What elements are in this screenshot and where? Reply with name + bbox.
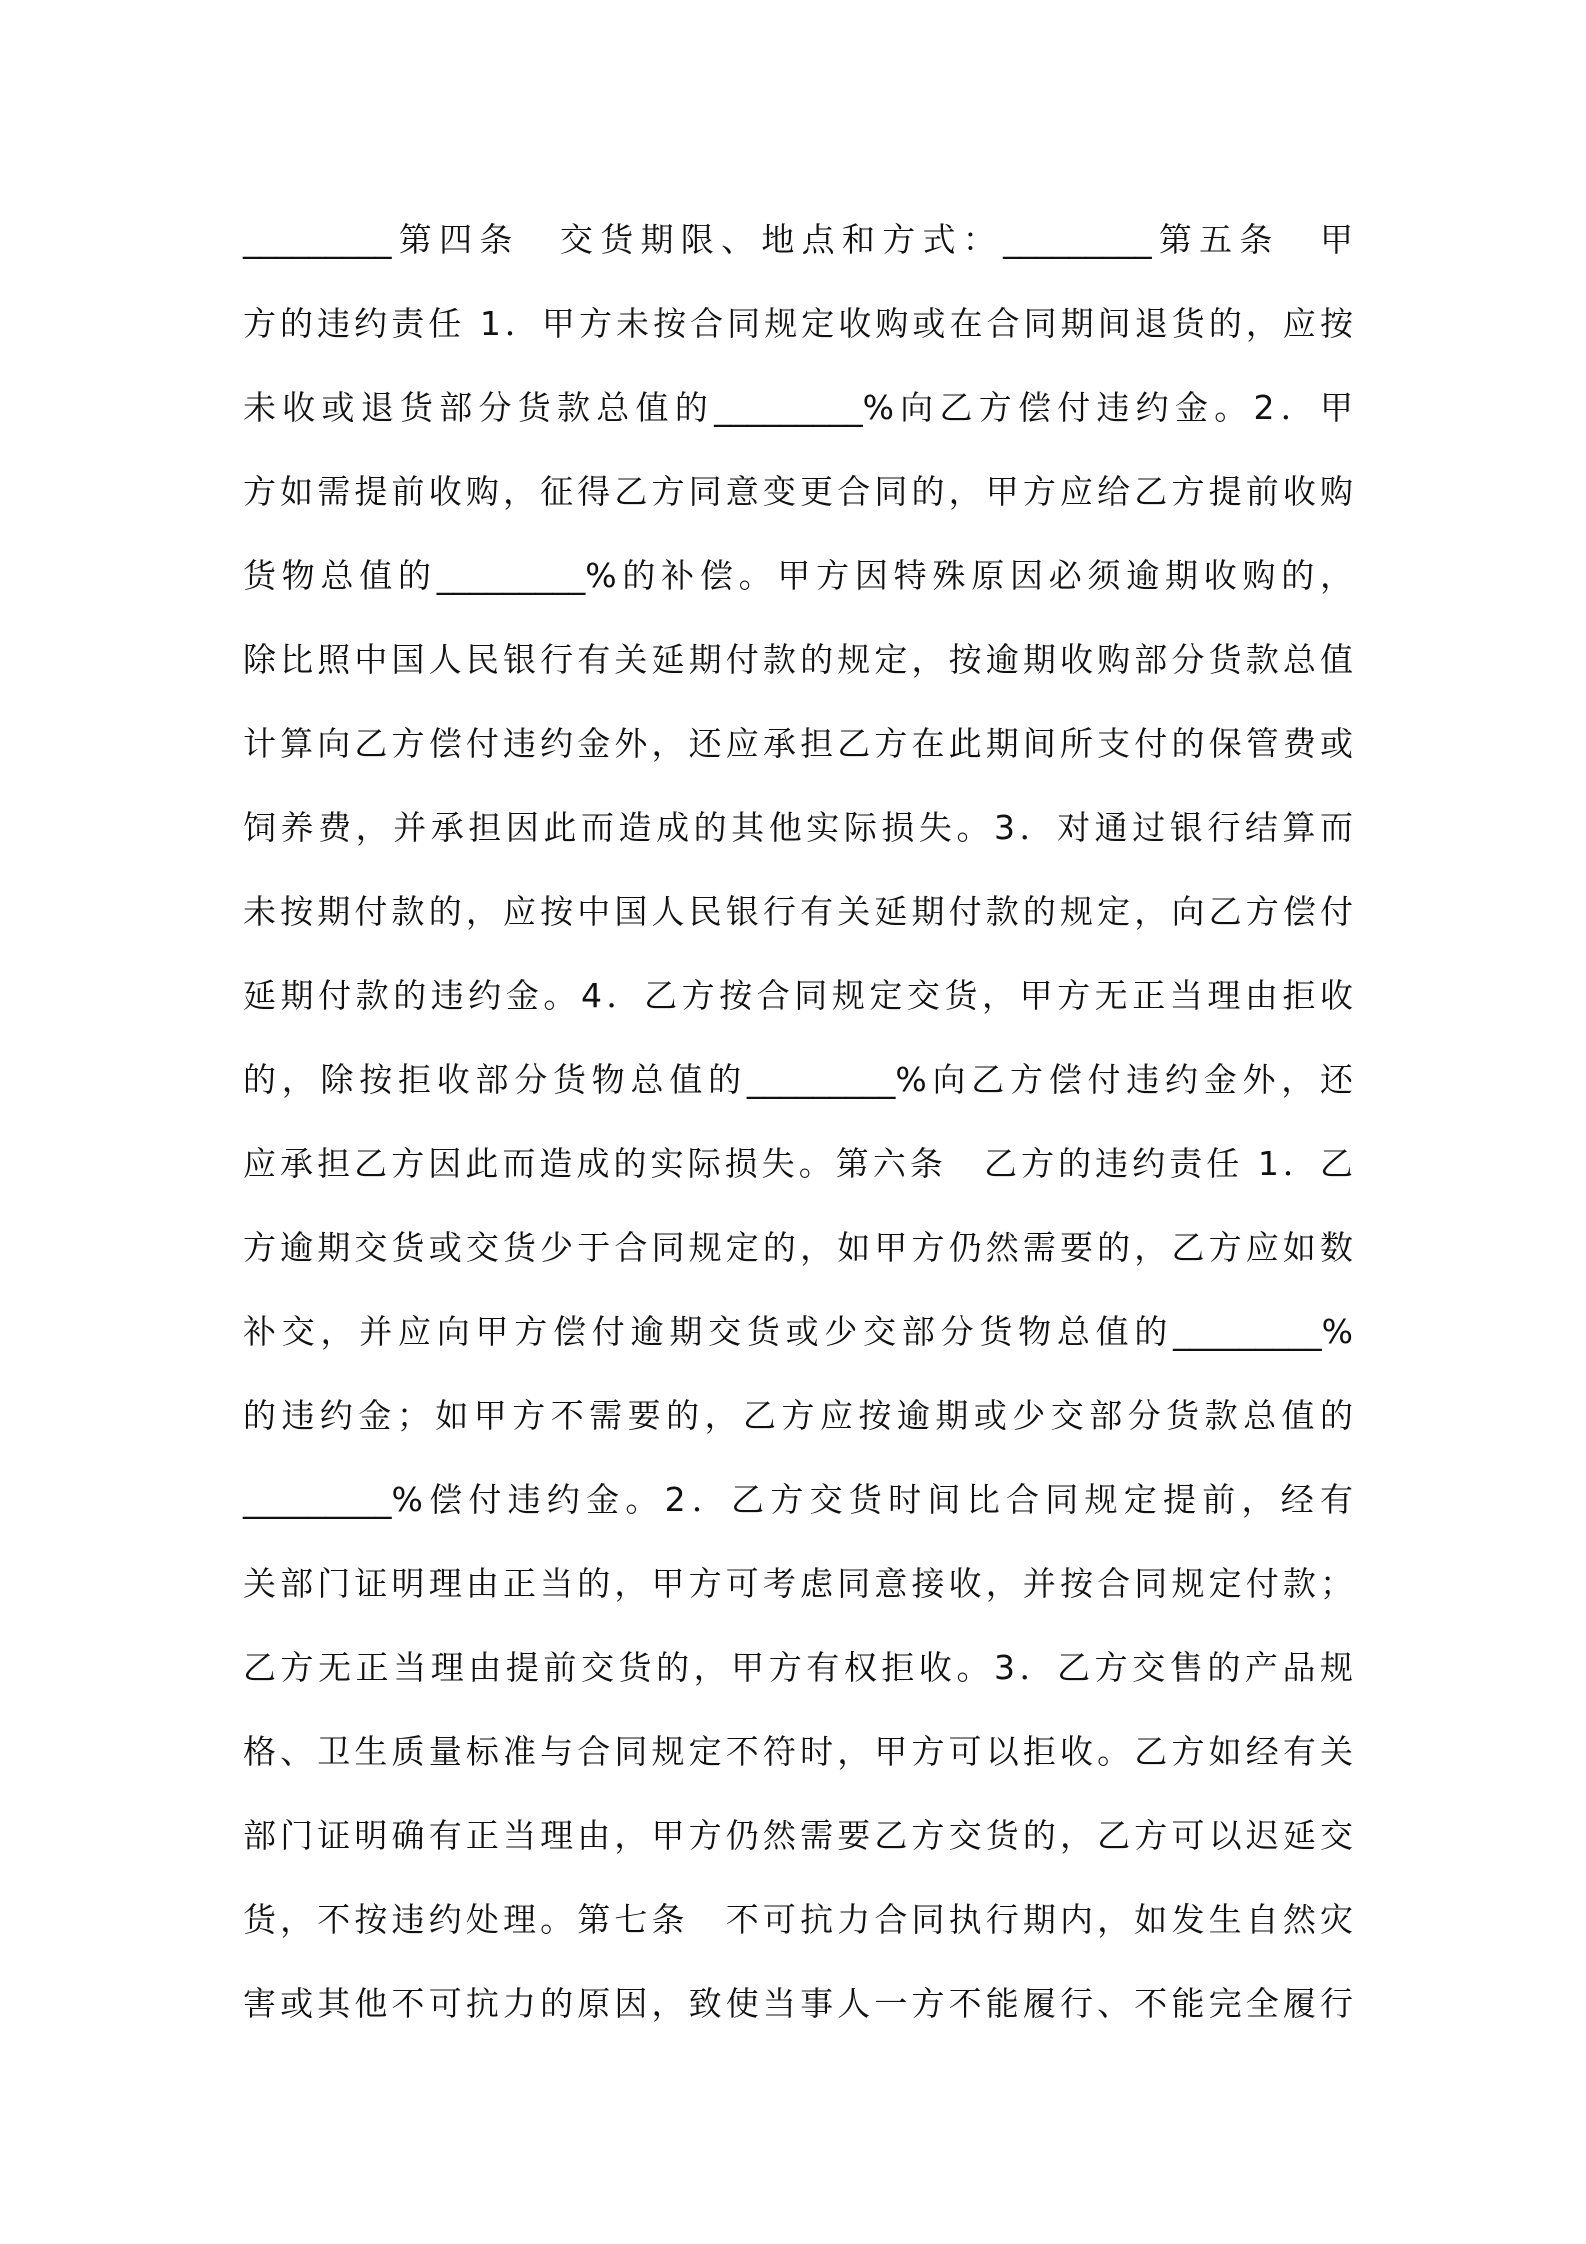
text-line: 除比照中国人民银行有关延期付款的规定，按逾期收购部分货款总值 — [243, 640, 1353, 679]
text-line: 未按期付款的，应按中国人民银行有关延期付款的规定，向乙方偿付 — [243, 892, 1353, 931]
text-line: 的，除按拒收部分货物总值的_________%向乙方偿付违约金外，还 — [243, 1060, 1353, 1099]
text-line: 格、卫生质量标准与合同规定不符时，甲方可以拒收。乙方如经有关 — [243, 1732, 1353, 1771]
text-line: 的违约金；如甲方不需要的，乙方应按逾期或少交部分货款总值的 — [243, 1396, 1353, 1435]
text-line: 方的违约责任 1．甲方未按合同规定收购或在合同期间退货的，应按 — [243, 304, 1353, 343]
text-line: _________第四条 交货期限、地点和方式：_________第五条 甲 — [243, 220, 1353, 259]
contract-text — [243, 198, 1353, 2046]
text-line: 乙方无正当理由提前交货的，甲方有权拒收。3．乙方交售的产品规 — [243, 1648, 1353, 1687]
text-line: _________%偿付违约金。2．乙方交货时间比合同规定提前，经有 — [243, 1480, 1353, 1519]
text-line: 延期付款的违约金。4．乙方按合同规定交货，甲方无正当理由拒收 — [243, 976, 1353, 1015]
text-line: 货，不按违约处理。第七条 不可抗力合同执行期内，如发生自然灾 — [243, 1900, 1353, 1939]
text-line: 补交，并应向甲方偿付逾期交货或少交部分货物总值的_________% — [243, 1312, 1353, 1351]
text-line: 部门证明确有正当理由，甲方仍然需要乙方交货的，乙方可以迟延交 — [243, 1816, 1353, 1855]
text-line: 应承担乙方因此而造成的实际损失。第六条 乙方的违约责任 1．乙 — [243, 1144, 1353, 1183]
text-line: 方如需提前收购，征得乙方同意变更合同的，甲方应给乙方提前收购 — [243, 472, 1353, 511]
text-line: 未收或退货部分货款总值的_________%向乙方偿付违约金。2．甲 — [243, 388, 1353, 427]
text-line: 饲养费，并承担因此而造成的其他实际损失。3．对通过银行结算而 — [243, 808, 1353, 847]
text-line: 计算向乙方偿付违约金外，还应承担乙方在此期间所支付的保管费或 — [243, 724, 1353, 763]
text-line: 方逾期交货或交货少于合同规定的，如甲方仍然需要的，乙方应如数 — [243, 1228, 1353, 1267]
text-line: 关部门证明理由正当的，甲方可考虑同意接收，并按合同规定付款； — [243, 1564, 1353, 1603]
text-line: 货物总值的_________%的补偿。甲方因特殊原因必须逾期收购的， — [243, 556, 1353, 595]
text-line: 害或其他不可抗力的原因，致使当事人一方不能履行、不能完全履行 — [243, 1984, 1353, 2023]
